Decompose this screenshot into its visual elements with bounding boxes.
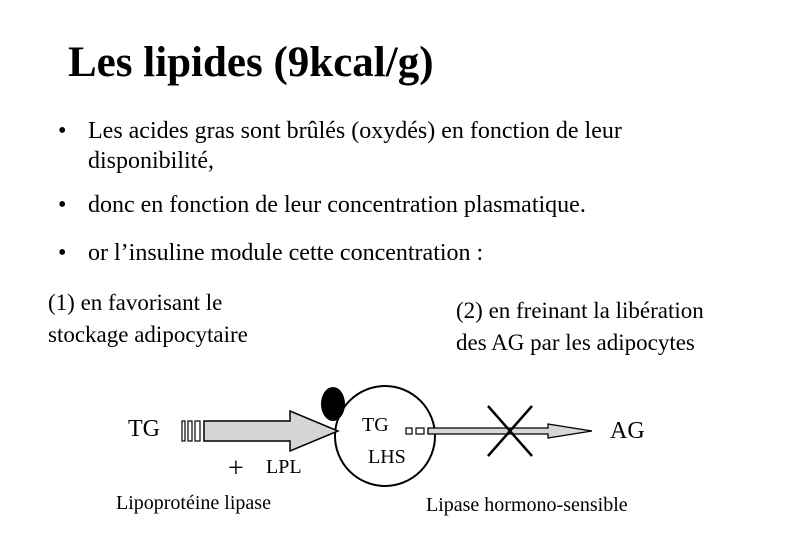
arrow-stripe bbox=[188, 421, 192, 441]
nucleus-shape bbox=[321, 387, 345, 421]
slide-title: Les lipides (9kcal/g) bbox=[68, 39, 434, 86]
bullet-dot: • bbox=[58, 240, 67, 266]
lpl-label: LPL bbox=[266, 456, 302, 478]
right-caption-line1: (2) en freinant la libération bbox=[456, 298, 704, 323]
lhs-full-label: Lipase hormono-sensible bbox=[426, 494, 628, 516]
tg-label: TG bbox=[128, 416, 160, 442]
right-caption-line2: des AG par les adipocytes bbox=[456, 330, 695, 355]
plus-sign: + bbox=[228, 453, 244, 484]
arrow-stripe bbox=[416, 428, 424, 434]
arrow-stripe bbox=[195, 421, 200, 441]
bullet-1-line2: disponibilité, bbox=[88, 148, 214, 174]
left-caption-line2: stockage adipocytaire bbox=[48, 322, 248, 347]
storage-arrow bbox=[204, 411, 338, 451]
arrow-stripe bbox=[182, 421, 185, 441]
cell-lhs-label: LHS bbox=[368, 446, 406, 468]
cell-tg-label: TG bbox=[362, 414, 389, 436]
bullet-dot: • bbox=[58, 192, 67, 218]
arrow-stripe bbox=[406, 428, 412, 434]
bullet-3-text: or l’insuline module cette concentration : bbox=[88, 240, 484, 266]
bullet-1-line1: Les acides gras sont brûlés (oxydés) en fonction de leur bbox=[88, 118, 622, 144]
bullet-2-text: donc en fonction de leur concentration plasmatique. bbox=[88, 192, 586, 218]
bullet-dot: • bbox=[58, 118, 67, 144]
lpl-full-label: Lipoprotéine lipase bbox=[116, 492, 271, 514]
ag-label: AG bbox=[610, 418, 645, 444]
left-caption-line1: (1) en favorisant le bbox=[48, 290, 223, 315]
